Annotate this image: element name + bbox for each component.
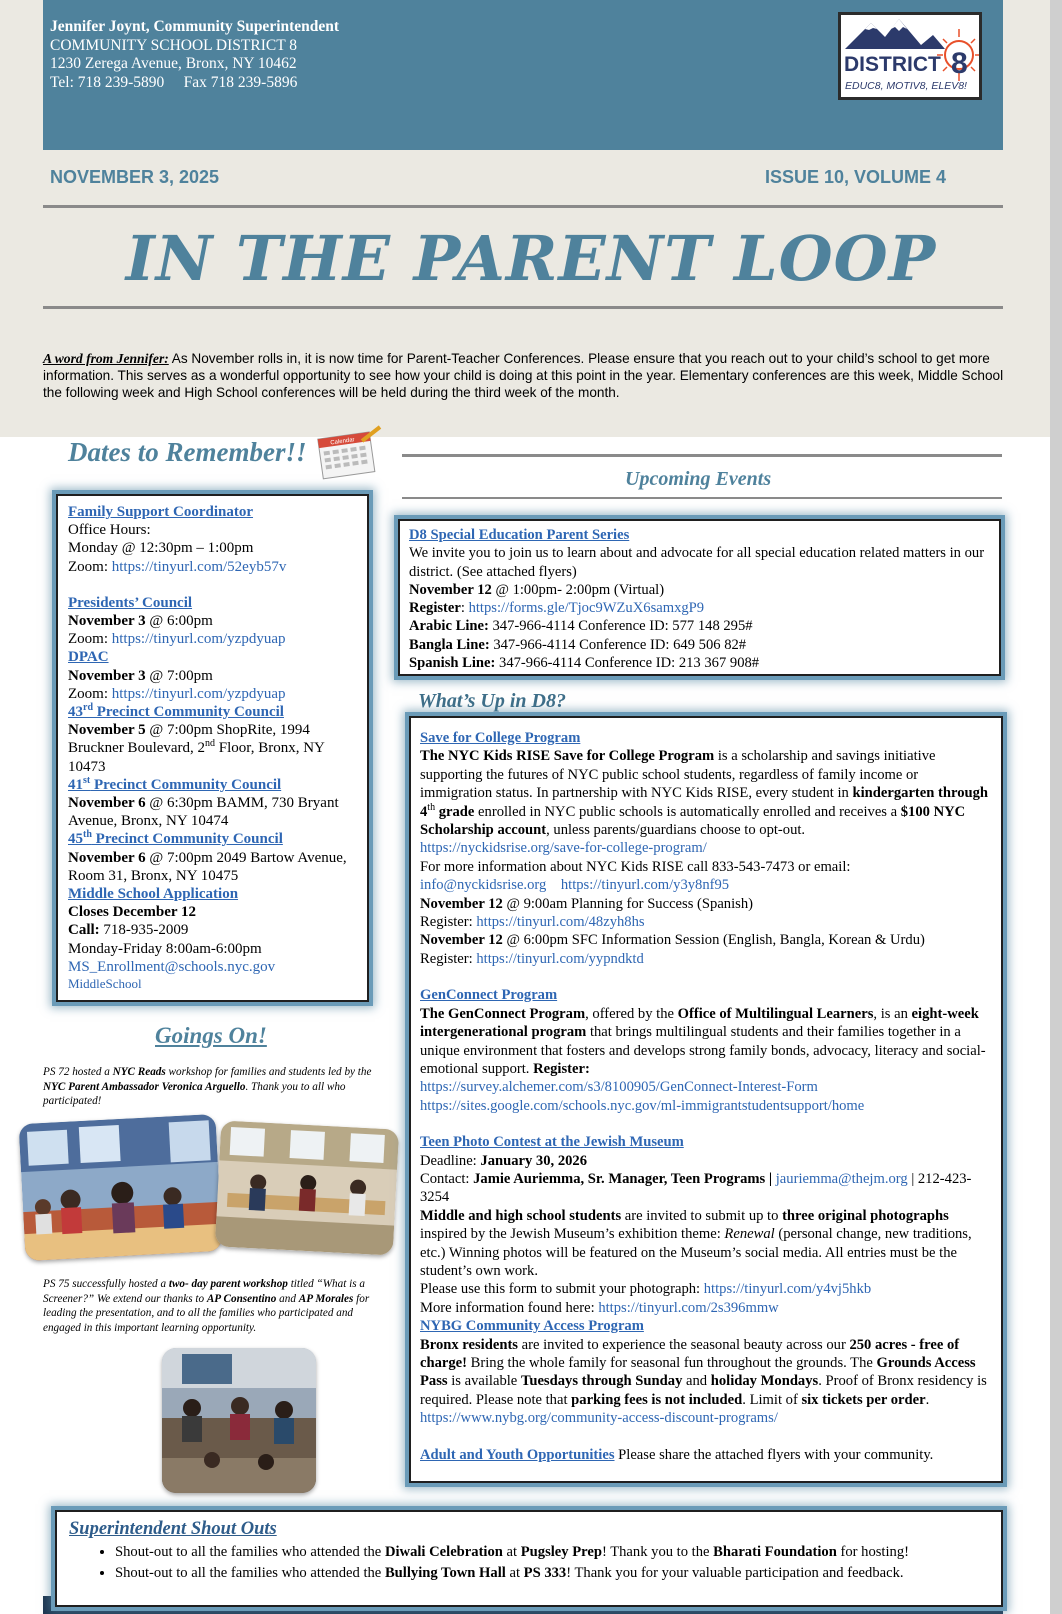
intro-text: As November rolls in, it is now time for Parent-Teacher Conferences. Please ensure that you reach out to your child’s school to get more information. This serves as a wonderful opportunity to see how your child is doing at this point in the year. Elementary conferences are this week, Middle School the following week and High School conferences will be held during the third week of the month. bbox=[43, 351, 1004, 400]
presidents-zoom bbox=[68, 630, 357, 648]
event-date: November 3 bbox=[68, 667, 146, 684]
event-location-rest: Floor, Bronx, NY 10473 bbox=[68, 740, 325, 775]
bold-text: The GenConnect Program bbox=[420, 1005, 586, 1022]
precinct-43-title[interactable] bbox=[68, 703, 357, 721]
whats-up-heading: What’s Up in D8? bbox=[418, 690, 566, 712]
upcoming-events-heading: Upcoming Events bbox=[625, 468, 772, 490]
sped-series-date bbox=[409, 581, 989, 599]
zoom-label: Zoom: bbox=[68, 558, 112, 575]
district-logo bbox=[838, 12, 982, 100]
event-details: @ 9:00am Planning for Success (Spanish) bbox=[502, 895, 753, 912]
body-text: inspired by the Jewish Museum’s exhibition theme: bbox=[420, 1226, 725, 1243]
event-date: November 6 bbox=[68, 849, 146, 866]
precinct-43-details bbox=[68, 721, 357, 776]
dpac-title[interactable]: DPAC bbox=[68, 649, 109, 666]
event-date: November 12 bbox=[409, 581, 492, 598]
event-time: @ 1:00pm- 2:00pm (Virtual) bbox=[491, 581, 665, 598]
caption-text: . Thank you to all who participated! bbox=[43, 1080, 346, 1107]
bold-text: 250 acres - free of charge! bbox=[420, 1336, 960, 1371]
bold-text: kindergarten through 4 bbox=[420, 785, 989, 820]
precinct-number: 41 bbox=[68, 776, 83, 793]
call-label: Call: bbox=[68, 922, 100, 939]
genconnect-title[interactable]: GenConnect Program bbox=[420, 987, 558, 1004]
body-text: and bbox=[682, 1373, 711, 1390]
ms-application-call bbox=[68, 921, 357, 939]
sfc-description bbox=[420, 747, 991, 839]
ms-application-hours: Monday-Friday 8:00am-6:00pm bbox=[68, 940, 262, 957]
bold-text: Bullying Town Hall bbox=[384, 1564, 506, 1581]
body-text: are invited to submit up to bbox=[621, 1207, 783, 1224]
ms-application-closes bbox=[68, 903, 357, 921]
caption-text: PS 75 successfully hosted a bbox=[43, 1278, 169, 1290]
info-label: More information found here: bbox=[420, 1299, 599, 1316]
arabic-line bbox=[409, 617, 989, 635]
ms-enrollment-link[interactable]: MiddleSchool bbox=[68, 976, 142, 992]
bold-text: parking fees is not included bbox=[571, 1391, 743, 1408]
body-text: Shout-out to all the families who attended the bbox=[115, 1544, 385, 1560]
bold-text: Bronx residents bbox=[420, 1336, 518, 1353]
ps72-caption bbox=[43, 1065, 385, 1109]
calendar-label: Calendar bbox=[330, 437, 356, 447]
nybg-description bbox=[420, 1336, 991, 1410]
spanish-line bbox=[409, 654, 989, 672]
body-text: at bbox=[502, 1544, 521, 1560]
dates-box bbox=[56, 494, 369, 1002]
genconnect-form-link[interactable]: https://survey.alchemer.com/s3/8100905/GenConnect-Interest-Form bbox=[420, 1079, 818, 1096]
teen-form-link[interactable]: https://tinyurl.com/y4vj5hkb bbox=[703, 1281, 872, 1298]
divider bbox=[43, 205, 1003, 208]
body-text: ! Thank you to the bbox=[601, 1544, 714, 1560]
event-date: November 12 bbox=[420, 932, 503, 949]
goings-on-heading: Goings On! bbox=[155, 1023, 267, 1048]
zoom-label: Zoom: bbox=[68, 631, 112, 648]
sfc-link[interactable]: https://nyckidsrise.org/save-for-college-program/ bbox=[420, 840, 707, 857]
register-label: Register bbox=[409, 600, 461, 617]
divider bbox=[402, 454, 1002, 457]
teen-photo-contact bbox=[420, 1170, 991, 1207]
teen-photo-form bbox=[420, 1280, 991, 1298]
issue-date: NOVEMBER 3, 2025 bbox=[50, 167, 220, 187]
teen-photo-description bbox=[420, 1207, 991, 1281]
caption-text: PS 72 hosted a bbox=[43, 1066, 113, 1078]
line-label: Bangla Line: bbox=[409, 636, 490, 653]
body-text: Bring the whole family for seasonal fun throughout the grounds. The bbox=[467, 1355, 877, 1371]
fsc-hours-label: Office Hours: bbox=[68, 522, 151, 539]
precinct-45-details bbox=[68, 849, 357, 885]
ordinal: th bbox=[83, 829, 92, 841]
caption-bold: NYC Reads bbox=[112, 1066, 166, 1078]
fsc-zoom bbox=[68, 558, 357, 576]
caption-bold: NYC Parent Ambassador Veronica Arguello bbox=[43, 1080, 246, 1093]
logo-title: DISTRICT bbox=[844, 53, 941, 76]
precinct-number: 43 bbox=[68, 704, 83, 721]
bold-text: Diwali Celebration bbox=[384, 1544, 503, 1560]
ps75-workshop-photo bbox=[162, 1348, 316, 1493]
logo-number: 8 bbox=[951, 47, 968, 80]
sfc-contact-links bbox=[420, 876, 991, 894]
line-details: 347-966-4114 Conference ID: 577 148 295# bbox=[488, 618, 753, 635]
presidents-council-title[interactable]: Presidents’ Council bbox=[68, 594, 193, 611]
sped-series-desc: We invite you to join us to learn about and advocate for all special education related matters in our district. (See attached flyers) bbox=[409, 545, 985, 580]
teen-photo-info bbox=[420, 1299, 991, 1317]
ms-application-title[interactable]: Middle School Application bbox=[68, 886, 239, 903]
adult-youth-opportunities bbox=[420, 1446, 991, 1464]
zoom-label: Zoom: bbox=[68, 685, 112, 702]
district-address: 1230 Zerega Avenue, Bronx, NY 10462 bbox=[50, 55, 297, 72]
body-text: is a scholarship and savings initiative supporting the futures of NYC public school students, regardless of family income or immigration status. In partnership with NYC Kids RISE, every student in bbox=[420, 748, 936, 802]
shout-outs-list bbox=[69, 1542, 989, 1583]
body-text: . Proof of Bronx residency is required. Please note that bbox=[420, 1373, 987, 1408]
bold-text: $100 NYC Scholarship account bbox=[420, 803, 966, 839]
precinct-45-title[interactable] bbox=[68, 830, 357, 848]
bold-text: Middle and high school students bbox=[420, 1207, 622, 1224]
precinct-41-title[interactable] bbox=[68, 776, 357, 794]
intro-label: A word from Jennifer: bbox=[43, 351, 169, 366]
ps72-workshop-photo bbox=[19, 1114, 223, 1261]
mountain-logo-icon bbox=[841, 15, 979, 97]
event-date: November 3 bbox=[68, 613, 146, 630]
newsletter-title: IN THE PARENT LOOP bbox=[125, 222, 937, 295]
bold-text: Office of Multilingual Learners bbox=[677, 1005, 874, 1022]
shout-outs-box bbox=[55, 1510, 1003, 1607]
upcoming-events-box bbox=[398, 519, 1001, 676]
sped-register: Register: https://forms.gle/Tjoc9WZuX6samxgP9 bbox=[409, 600, 705, 617]
body-text: Shout-out to all the families who attended the bbox=[115, 1564, 385, 1581]
bold-text: six tickets per order bbox=[801, 1391, 926, 1408]
spacer bbox=[420, 1428, 991, 1446]
nybg-title[interactable]: NYBG Community Access Program bbox=[420, 1318, 644, 1335]
ordinal: nd bbox=[205, 738, 216, 750]
body-text: . Limit of bbox=[742, 1391, 802, 1408]
sfc-register-2 bbox=[420, 950, 991, 968]
sfc-more-info: For more information about NYC Kids RISE call 833-543-7473 or email: bbox=[420, 858, 851, 875]
body-text: is available bbox=[447, 1373, 521, 1390]
event-location: @ 7:00pm 2049 Bartow Avenue, Room 31, Bronx, NY 10475 bbox=[68, 849, 347, 884]
sfc-register-1 bbox=[420, 913, 991, 931]
shout-outs-title: Superintendent Shout Outs bbox=[69, 1519, 277, 1539]
sfc-register-link-1[interactable]: https://tinyurl.com/48zyh8hs bbox=[476, 914, 645, 931]
body-text: , offered by the bbox=[585, 1005, 678, 1022]
deadline-label: Deadline: bbox=[420, 1152, 481, 1169]
body-text: (personal change, new traditions, etc.) Winning photos will be featured on the Museum’s social media. All entries must be the student’s own work. bbox=[420, 1226, 972, 1279]
shout-out-item bbox=[115, 1563, 989, 1584]
caption-text: workshop for families and students led by the bbox=[165, 1066, 372, 1078]
precinct-number: 45 bbox=[68, 831, 83, 848]
deadline-date: January 30, 2026 bbox=[480, 1152, 588, 1169]
bangla-line bbox=[409, 636, 989, 654]
ordinal: rd bbox=[83, 702, 93, 714]
ps75-caption bbox=[43, 1277, 388, 1335]
closing-date: Closes December 12 bbox=[68, 904, 197, 921]
bold-text: grade bbox=[435, 803, 475, 820]
caption-bold: two- day parent workshop bbox=[168, 1278, 288, 1290]
fsc-zoom-link[interactable]: https://tinyurl.com/52eyb57v bbox=[111, 558, 287, 575]
caption-bold: AP Consentino bbox=[206, 1292, 277, 1305]
fsc-title[interactable]: Family Support Coordinator bbox=[68, 504, 254, 520]
caption-text: and bbox=[276, 1292, 299, 1305]
event-time: @ 6:00pm bbox=[145, 613, 213, 630]
line-details: 347-966-4114 Conference ID: 213 367 908# bbox=[495, 655, 760, 672]
precinct-label: Precinct Community Council bbox=[90, 776, 282, 793]
event-location: @ 6:30pm BAMM, 730 Bryant Avenue, Bronx, NY 10474 bbox=[68, 795, 339, 830]
bold-text: The NYC Kids RISE Save for College Program bbox=[420, 748, 715, 765]
genconnect-description bbox=[420, 1005, 991, 1079]
event-date: November 5 bbox=[68, 722, 146, 739]
contact-name: Jamie Auriemma, Sr. Manager, Teen Programs | bbox=[473, 1170, 776, 1187]
calendar-icon bbox=[314, 425, 384, 486]
issue-number: ISSUE 10, VOLUME 4 bbox=[765, 167, 947, 187]
bold-text: Bharati Foundation bbox=[713, 1544, 837, 1560]
teen-photo-deadline bbox=[420, 1152, 991, 1170]
logo-tagline: EDUC8, MOTIV8, ELEV8! bbox=[845, 80, 967, 92]
divider bbox=[43, 306, 1003, 309]
ms-enrollment-email[interactable]: MS_Enrollment@schools.nyc.gov bbox=[68, 958, 276, 975]
adult-youth-title[interactable]: Adult and Youth Opportunities bbox=[420, 1446, 615, 1463]
spacer bbox=[420, 968, 991, 986]
line-label: Spanish Line: bbox=[409, 655, 496, 672]
line-label: Arabic Line: bbox=[409, 618, 489, 635]
form-label: Please use this form to submit your photograph: bbox=[420, 1281, 704, 1298]
bold-text: Tuesdays through Sunday bbox=[520, 1373, 683, 1390]
bold-text: Grounds Access Pass bbox=[420, 1355, 976, 1390]
caption-text: titled “What is a Screener?” We extend our thanks to bbox=[43, 1278, 365, 1305]
line-details: 347-966-4114 Conference ID: 649 506 82# bbox=[489, 636, 747, 653]
sfc-short-link[interactable]: https://tinyurl.com/y3y8nf95 bbox=[560, 877, 730, 894]
register-label: Register: bbox=[420, 914, 477, 931]
body-text: at bbox=[505, 1564, 524, 1581]
sfc-register-link-2[interactable]: https://tinyurl.com/yypndktd bbox=[476, 950, 644, 967]
divider bbox=[402, 497, 1002, 499]
sfc-email-link[interactable]: info@nyckidsrise.org bbox=[420, 877, 547, 894]
call-number: 718-935-2009 bbox=[99, 922, 189, 939]
teen-contact-email-link[interactable]: jauriemma@thejm.org bbox=[775, 1170, 908, 1187]
contact-label: Contact: bbox=[420, 1170, 474, 1187]
body-text: , unless parents/guardians choose to opt-out. bbox=[546, 822, 806, 839]
whats-up-box bbox=[409, 716, 1003, 1483]
contact-phone: | 212-423-3254 bbox=[420, 1170, 972, 1206]
event-details: @ 6:00pm SFC Information Session (English, Bangla, Korean & Urdu) bbox=[502, 932, 925, 949]
body-text: Please share the attached flyers with your community. bbox=[614, 1446, 934, 1463]
italic-text: Renewal bbox=[724, 1226, 775, 1243]
genconnect-site-link[interactable]: https://sites.google.com/schools.nyc.gov/ml-immigrantstudentsupport/home bbox=[420, 1097, 865, 1114]
intro-paragraph bbox=[43, 350, 1005, 401]
body-text: are invited to experience the seasonal beauty across our bbox=[517, 1336, 850, 1353]
fsc-hours: Monday @ 12:30pm – 1:00pm bbox=[68, 540, 254, 557]
district-name: COMMUNITY SCHOOL DISTRICT 8 bbox=[50, 36, 298, 54]
presidents-council-date bbox=[68, 612, 357, 630]
dpac-zoom-link[interactable]: https://tinyurl.com/yzpdyuap bbox=[111, 685, 286, 702]
caption-text: for leading the presentation, and to all the families who participated and engaged in this important learning opportunity. bbox=[43, 1292, 370, 1334]
ordinal: th bbox=[427, 801, 436, 813]
spacer bbox=[420, 1115, 991, 1133]
bold-text: PS 333 bbox=[523, 1564, 567, 1581]
sped-series-title[interactable]: D8 Special Education Parent Series bbox=[409, 527, 630, 543]
event-date: November 12 bbox=[420, 895, 503, 912]
body-text: for hosting! bbox=[836, 1544, 909, 1560]
shout-out-item bbox=[115, 1542, 989, 1563]
register-label: Register: bbox=[420, 950, 477, 967]
precinct-label: Precinct Community Council bbox=[93, 704, 284, 721]
precinct-label: Precinct Community Council bbox=[91, 831, 283, 848]
body-text: that brings multilingual students and their families together in a unique environment that fosters and develops strong family bonds, advocacy, literacy and social-emotional support. bbox=[420, 1024, 986, 1077]
teen-info-link[interactable]: https://tinyurl.com/2s396mmw bbox=[598, 1299, 779, 1316]
header-contact bbox=[50, 18, 339, 92]
sped-register-link[interactable]: https://forms.gle/Tjoc9WZuX6samxgP9 bbox=[468, 600, 705, 617]
dpac-zoom bbox=[68, 685, 357, 703]
nybg-link[interactable]: https://www.nybg.org/community-access-discount-programs/ bbox=[420, 1410, 778, 1427]
bold-text: eight-week intergenerational program bbox=[420, 1005, 979, 1041]
body-text: . bbox=[925, 1391, 930, 1408]
presidents-zoom-link[interactable]: https://tinyurl.com/yzpdyuap bbox=[111, 631, 286, 648]
precinct-41-details bbox=[68, 794, 357, 830]
sfc-session-1 bbox=[420, 895, 991, 913]
district-phone: Tel: 718 239-5890 Fax 718 239-5896 bbox=[50, 73, 298, 91]
bold-text: holiday Mondays bbox=[710, 1373, 819, 1390]
superintendent-name: Jennifer Joynt, Community Superintendent bbox=[50, 18, 340, 35]
sfc-session-2 bbox=[420, 931, 991, 949]
bold-text: Register: bbox=[533, 1060, 590, 1077]
body-text: ! Thank you for your valuable participation and feedback. bbox=[566, 1564, 904, 1581]
sfc-title[interactable]: Save for College Program bbox=[420, 730, 581, 746]
body-text: enrolled in NYC public schools is automatically enrolled and receives a bbox=[474, 803, 901, 820]
event-time: @ 7:00pm bbox=[145, 667, 213, 684]
teen-photo-title[interactable]: Teen Photo Contest at the Jewish Museum bbox=[420, 1134, 684, 1151]
event-location: @ 7:00pm ShopRite, 1994 Bruckner Boulevard, 2 bbox=[68, 722, 310, 757]
dpac-date bbox=[68, 667, 357, 685]
dates-heading: Dates to Remember!! bbox=[68, 437, 307, 467]
caption-bold: AP Morales bbox=[298, 1292, 354, 1305]
ordinal: st bbox=[83, 774, 91, 786]
bold-text: three original photographs bbox=[782, 1207, 949, 1224]
event-date: November 6 bbox=[68, 795, 146, 812]
bold-text: Pugsley Prep bbox=[520, 1544, 602, 1560]
body-text: , is an bbox=[873, 1005, 912, 1022]
ps72-families-photo bbox=[215, 1120, 399, 1255]
